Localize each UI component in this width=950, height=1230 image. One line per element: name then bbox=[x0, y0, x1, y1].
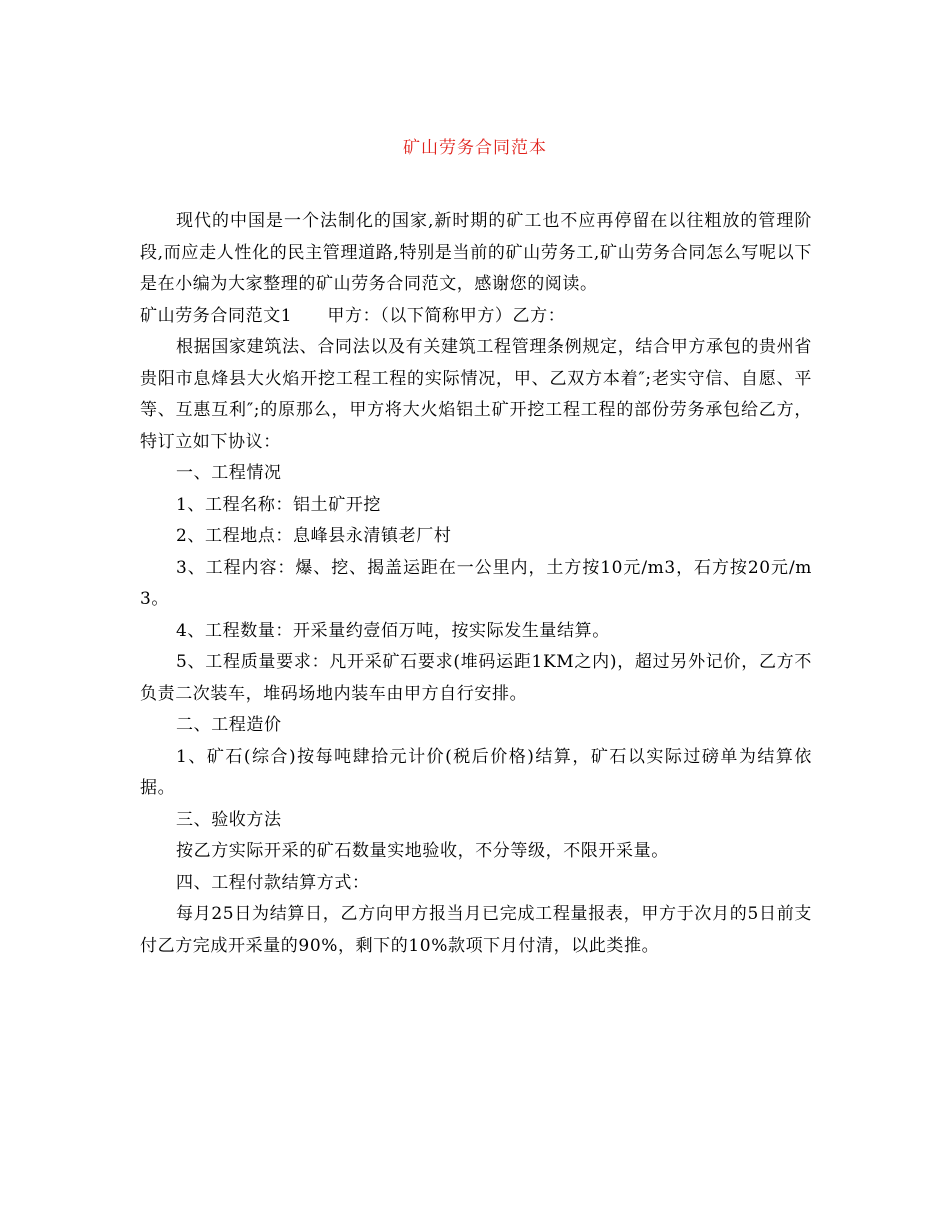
section-heading-cost: 二、工程造价 bbox=[176, 715, 282, 735]
document-title: 矿山劳务合同范本 bbox=[403, 138, 547, 158]
clause-payment: 每月25日为结算日，乙方向甲方报当月已完成工程量报表，甲方于次月的5日前支付乙方完成开采量的90%，剩下的10%款项下月付清，以此类推。 bbox=[140, 904, 812, 956]
paragraph-intro: 现代的中国是一个法制化的国家,新时期的矿工也不应再停留在以往粗放的管理阶段,而应走人性化的民主管理道路,特别是当前的矿山劳务工,矿山劳务合同怎么写呢以下是在小编为大家整理的矿山劳务合同范文，感谢您的阅读。 bbox=[140, 211, 812, 294]
section-heading-payment: 四、工程付款结算方式： bbox=[176, 872, 370, 893]
clause-project-location: 2、工程地点：息峰县永清镇老厂村 bbox=[176, 526, 452, 546]
clause-project-quantity: 4、工程数量：开采量约壹佰万吨，按实际发生量结算。 bbox=[176, 620, 610, 641]
section-heading-project: 一、工程情况 bbox=[176, 463, 282, 483]
document-body bbox=[140, 206, 812, 962]
clause-acceptance: 按乙方实际开采的矿石数量实地验收，不分等级，不限开采量。 bbox=[176, 841, 669, 861]
paragraph-basis: 根据国家建筑法、合同法以及有关建筑工程管理条例规定，结合甲方承包的贵州省贵阳市息烽县大火焰开挖工程工程的实际情况，甲、乙双方本着″;老实守信、自愿、平等、互惠互利″;的原那么，甲方将大火焰铝土矿开挖工程工程的部份劳务承包给乙方，特订立如下协议： bbox=[140, 337, 812, 452]
clause-project-quality: 5、工程质量要求：凡开采矿石要求(堆码运距1KM之内)，超过另外记价，乙方不负责二次装车，堆码场地内装车由甲方自行安排。 bbox=[140, 652, 812, 704]
clause-project-content: 3、工程内容：爆、挖、揭盖运距在一公里内，土方按10元/m3，石方按20元/m3。 bbox=[140, 557, 812, 609]
clause-project-name: 1、工程名称：铝土矿开挖 bbox=[176, 494, 382, 515]
clause-ore-price: 1、矿石(综合)按每吨肆拾元计价(税后价格)结算，矿石以实际过磅单为结算依据。 bbox=[140, 746, 812, 798]
paragraph-parties: 矿山劳务合同范文1 甲方：（以下简称甲方）乙方： bbox=[140, 305, 566, 326]
section-heading-acceptance: 三、验收方法 bbox=[176, 809, 282, 830]
